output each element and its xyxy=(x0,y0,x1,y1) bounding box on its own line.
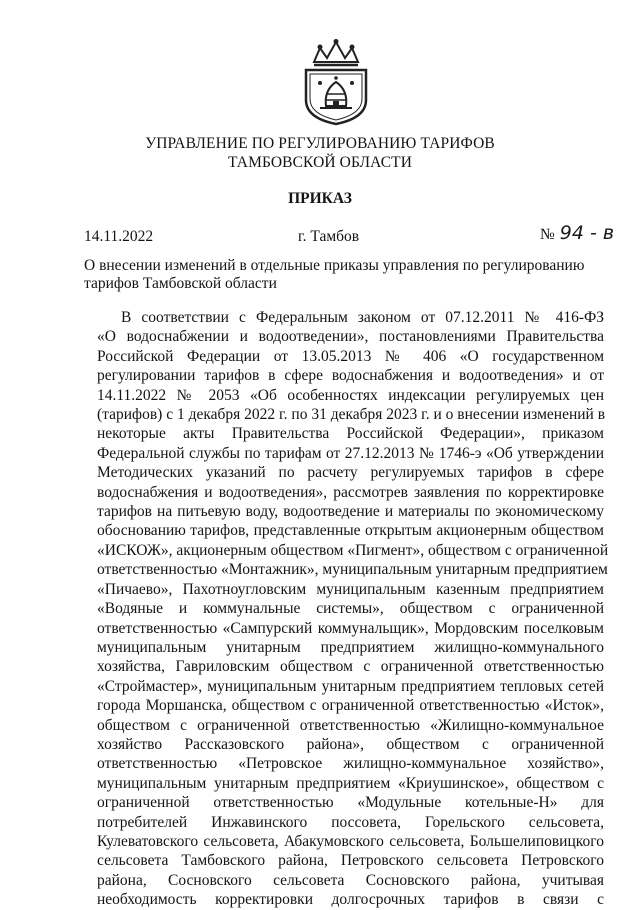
document-title: ПРИКАЗ xyxy=(288,190,352,207)
body-line: Федеральной службы по тарифам от 27.12.2013 № 1746-э «Об утверждении xyxy=(97,444,604,462)
document-date: 14.11.2022 xyxy=(84,228,154,245)
body-line: ответственностью «Петровское жилищно-коммунальное хозяйство», xyxy=(97,755,604,773)
document-place: г. Тамбов xyxy=(298,228,360,245)
body-line: Российской Федерации от 13.05.2013 № 406 «О государственном xyxy=(97,347,604,365)
body-line: города Моршанска, обществом с ограниченной ответственностью «Исток», xyxy=(97,697,604,715)
body-line: Методических указаний по расчету регулируемых тарифов в сфере xyxy=(97,464,604,482)
document-body xyxy=(97,308,609,910)
body-line: тарифов на питьевую воду, водоотведение и материалы по экономическому xyxy=(97,503,604,521)
body-line: «О водоснабжении и водоотведении», постановлениями Правительства xyxy=(97,328,604,346)
body-line: ответственностью «Сампурский коммунальщик», Мордовским поселковым xyxy=(97,619,604,637)
body-line: хозяйство Рассказовского района», обществом с ограниченной xyxy=(97,735,604,753)
body-line: В соответствии с Федеральным законом от 07.12.2011 № 416-ФЗ xyxy=(121,309,604,326)
body-line: 14.11.2022 № 2053 «Об особенностях индексации регулируемых цен xyxy=(97,386,604,404)
body-line: района, Сосновского сельсовета Сосновского района, учитывая xyxy=(97,871,604,889)
body-line: хозяйства, Гавриловским обществом с ограниченной ответственностью xyxy=(97,658,604,676)
body-line: ограниченной ответственностью «Модульные котельные-Н» для xyxy=(97,794,604,812)
body-line: сельсовета Тамбовского района, Петровского сельсовета Петровского xyxy=(97,852,604,870)
body-line: «Водяные и коммунальные системы», обществом с ограниченной xyxy=(97,600,604,618)
body-line: муниципальным унитарным предприятием жилищно-коммунального xyxy=(97,638,604,656)
body-line: «Строймастер», муниципальным унитарным предприятием тепловых сетей xyxy=(97,677,604,695)
body-line: муниципальным унитарным предприятием «Криушинское», обществом с xyxy=(97,774,604,792)
handwritten-number: 94 - в xyxy=(559,222,615,244)
body-line: (тарифов) с 1 декабря 2022 г. по 31 декабря 2023 г. и о внесении изменений в xyxy=(97,406,606,424)
body-line: регулировании тарифов в сфере водоснабжения и водоотведения» и от xyxy=(97,367,604,385)
body-line: потребителей Инжавинского поссовета, Горельского сельсовета, xyxy=(97,813,604,831)
body-line: некоторые акты Правительства Российской Федерации», приказом xyxy=(97,425,604,443)
document-subject: О внесении изменений в отдельные приказы управления по регулированию тарифов Тамбовской области xyxy=(84,257,585,292)
body-line: обществом с ограниченной ответственностью «Жилищно-коммунальное xyxy=(97,716,604,734)
body-line: необходимость корректировки долгосрочных тарифов в связи с xyxy=(97,891,604,909)
body-line: ответственностью «Монтажник», муниципальным унитарным предприятием xyxy=(97,561,608,579)
body-line: «Пичаево», Пахотноугловским муниципальным казенным предприятием xyxy=(97,580,604,598)
organization-name-line1: УПРАВЛЕНИЕ ПО РЕГУЛИРОВАНИЮ ТАРИФОВ xyxy=(145,135,495,152)
organization-name-line2: ТАМБОВСКОЙ ОБЛАСТИ xyxy=(228,154,412,171)
document-number xyxy=(540,224,614,244)
number-sign: № xyxy=(540,226,555,243)
body-line: Кулеватовского сельсовета, Абакумовского сельсовета, Большелиповицкого xyxy=(97,832,604,850)
coat-of-arms-emblem xyxy=(300,38,372,126)
body-line: «ИСКОЖ», акционерным обществом «Пигмент», обществом с ограниченной xyxy=(97,541,609,559)
body-line: обоснованию тарифов, представленные открытым акционерным обществом xyxy=(97,522,604,540)
body-line: водоснабжения и водоотведения», рассмотрев заявления по корректировке xyxy=(97,483,604,501)
